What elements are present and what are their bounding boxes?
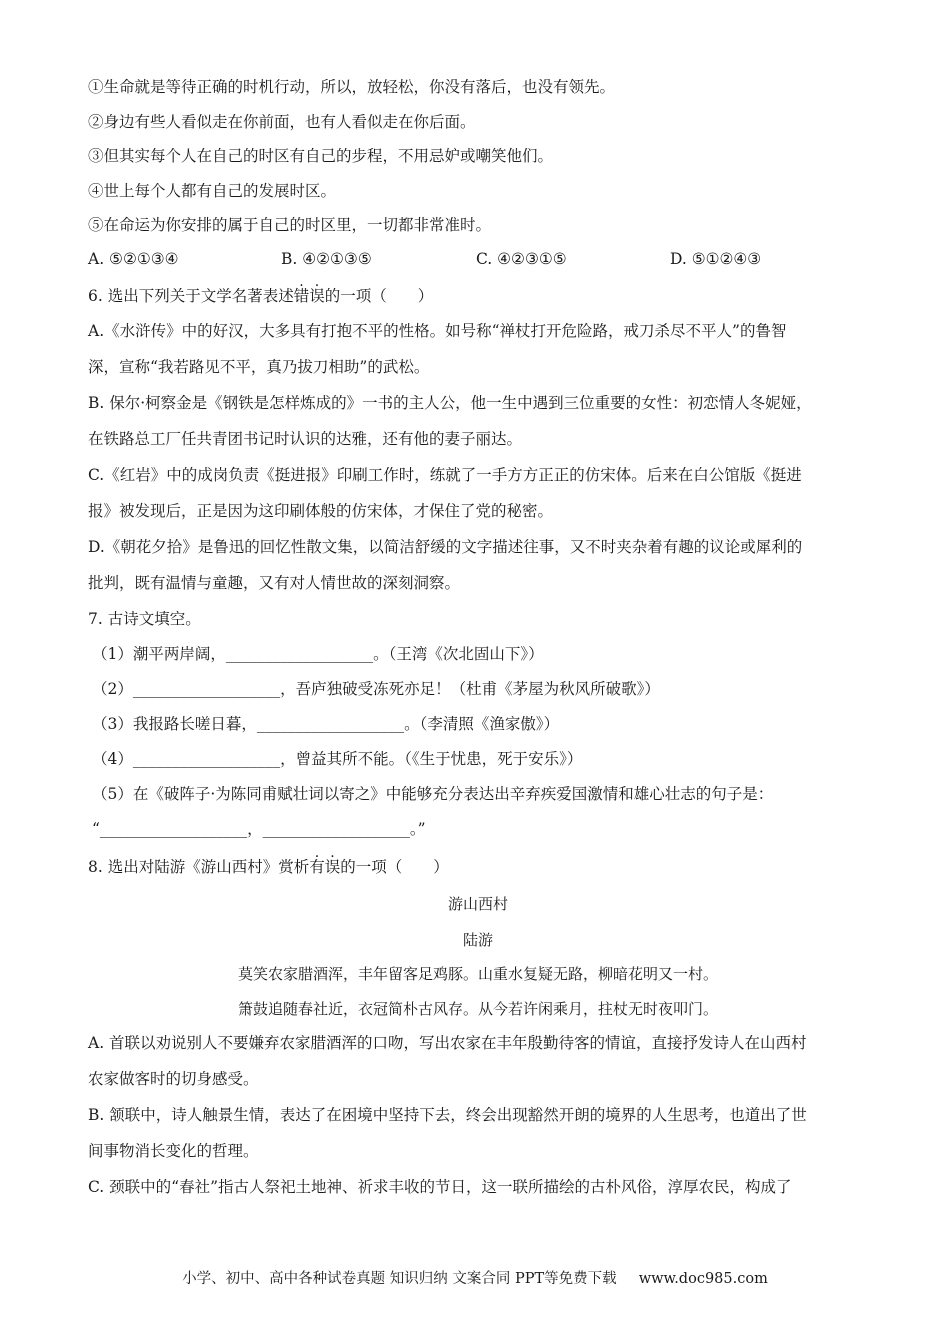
q6-option-c-line2: 报》被发现后，正是因为这印刷体般的仿宋体，才保住了党的秘密。 bbox=[88, 502, 554, 520]
q6-stem bbox=[88, 285, 868, 307]
q5-sentence-1: ①生命就是等待正确的时机行动，所以，放轻松，你没有落后，也没有领先。 bbox=[88, 78, 616, 96]
q5-sentence-5: ⑤在命运为你安排的属于自己的时区里，一切都非常准时。 bbox=[88, 216, 492, 234]
q7-item-2: （2）___________________，吾庐独破受冻死亦足！（杜甫《茅屋为秋风所破歌》） bbox=[92, 680, 660, 698]
q6-emphasis-char: 错 bbox=[293, 287, 310, 305]
q8-option-a-line1: A. 首联以劝说别人不要嫌弃农家腊酒浑的口吻，写出农家在丰年殷勤待客的情谊，直接抒发诗人在山西村 bbox=[88, 1034, 807, 1052]
poem-author: 陆游 bbox=[462, 931, 493, 949]
q7-item-5: （5）在《破阵子·为陈同甫赋壮词以寄之》中能够充分表达出辛弃疾爱国激情和雄心壮志的句子是： bbox=[92, 785, 774, 803]
page-footer bbox=[0, 1268, 950, 1290]
q5-option-a: A. ⑤②①③④ bbox=[88, 250, 179, 268]
q8-stem-tail: 的一项（ ） bbox=[340, 858, 449, 876]
q7-stem: 7. 古诗文填空。 bbox=[88, 610, 201, 628]
q6-stem-tail: 的一项（ ） bbox=[324, 287, 434, 305]
q8-emphasis-char: 误 bbox=[324, 858, 341, 876]
poem-line-1: 莫笑农家腊酒浑，丰年留客足鸡豚。山重水复疑无路，柳暗花明又一村。 bbox=[237, 965, 718, 983]
q6-option-b-line1: B. 保尔·柯察金是《钢铁是怎样炼成的》一书的主人公，他一生中遇到三位重要的女性：初恋情人冬妮娅， bbox=[88, 394, 812, 412]
q8-stem-text: 8. 选出对陆游《游山西村》赏析 bbox=[88, 858, 310, 876]
q7-item-4: （4）___________________，曾益其所不能。（《生于忧患，死于安乐》） bbox=[92, 750, 583, 768]
q6-emphasis-char: 误 bbox=[309, 287, 325, 305]
q8-emphasis-char: 有 bbox=[309, 858, 325, 876]
q8-option-b-line2: 间事物消长变化的哲理。 bbox=[88, 1142, 259, 1160]
q5-sentence-4: ④世上每个人都有自己的发展时区。 bbox=[88, 182, 337, 200]
q7-item-3: （3）我报路长嗟日暮，___________________。（李清照《渔家傲》） bbox=[92, 715, 560, 733]
q8-option-b-line1: B. 颔联中，诗人触景生情，表达了在困境中坚持下去，终会出现豁然开朗的境界的人生思考，也道出了世 bbox=[88, 1106, 807, 1124]
q6-option-d-line1: D.《朝花夕拾》是鲁迅的回忆性散文集，以简洁舒缓的文字描述往事，又不时夹杂着有趣的议论或犀利的 bbox=[88, 538, 803, 556]
q7-item-5-blanks: “___________________，___________________。” bbox=[92, 820, 426, 838]
q6-stem-text: 6. 选出下列关于文学名著表述 bbox=[88, 287, 294, 305]
q5-sentence-2: ②身边有些人看似走在你前面，也有人看似走在你后面。 bbox=[88, 113, 476, 131]
q8-stem bbox=[88, 856, 868, 878]
q5-option-d: D. ⑤①②④③ bbox=[670, 250, 762, 268]
q6-option-a-line2: 深，宣称“我若路见不平，真乃拔刀相助”的武松。 bbox=[88, 358, 430, 376]
q6-option-a-line1: A.《水浒传》中的好汉，大多具有打抱不平的性格。如号称“禅杖打开危险路，戒刀杀尽不平人”的鲁智 bbox=[88, 322, 787, 340]
q6-option-c-line1: C.《红岩》中的成岗负责《挺进报》印刷工作时，练就了一手方方正正的仿宋体。后来在白公馆版《挺进 bbox=[88, 466, 802, 484]
q5-sentence-3: ③但其实每个人在自己的时区有自己的步程，不用忌妒或嘲笑他们。 bbox=[88, 147, 554, 165]
poem-line-2: 箫鼓追随春社近，衣冠简朴古风存。从今若许闲乘月，拄杖无时夜叩门。 bbox=[237, 1000, 718, 1018]
q6-option-b-line2: 在铁路总工厂任共青团书记时认识的达雅，还有他的妻子丽达。 bbox=[88, 430, 523, 448]
q5-option-c: C. ④②③①⑤ bbox=[476, 250, 567, 268]
q5-option-b: B. ④②①③⑤ bbox=[281, 250, 372, 268]
footer-text: 小学、初中、高中各种试卷真题 知识归纳 文案合同 PPT等免费下载 bbox=[182, 1271, 617, 1287]
q8-option-a-line2: 农家做客时的切身感受。 bbox=[88, 1070, 259, 1088]
q7-item-1: （1）潮平两岸阔，___________________。（王湾《次北固山下》） bbox=[92, 645, 544, 663]
q6-option-d-line2: 批判，既有温情与童趣，又有对人情世故的深刻洞察。 bbox=[88, 574, 461, 592]
poem-title: 游山西村 bbox=[447, 895, 508, 913]
q8-option-c-line1: C. 颈联中的“春社”指古人祭祀土地神、祈求丰收的节日，这一联所描绘的古朴风俗，淳厚农民，构成了 bbox=[88, 1178, 792, 1196]
footer-site: www.doc985.com bbox=[638, 1271, 768, 1287]
